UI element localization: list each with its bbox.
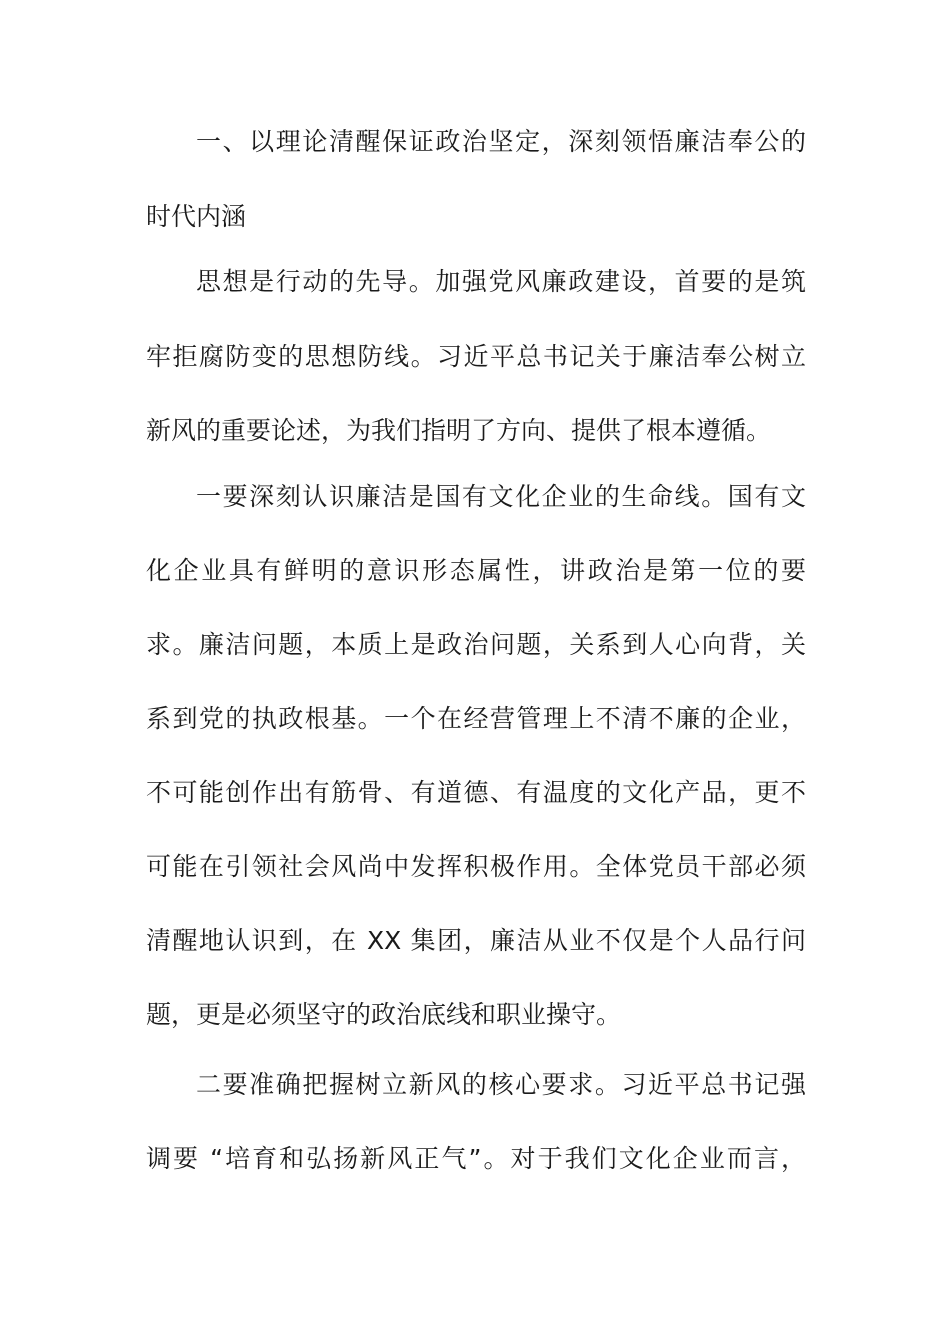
paragraph-2-line-5: 不可能创作出有筋骨、有道德、有温度的文化产品，更不 [146, 778, 806, 807]
paragraph-1-line-3: 新风的重要论述，为我们指明了方向、提供了根本遵循。 [146, 416, 772, 445]
paragraph-2-line-7: 清醒地认识到，在 XX 集团，廉洁从业不仅是个人品行问 [146, 926, 806, 955]
paragraph-2-line-3: 求。廉洁问题，本质上是政治问题，关系到人心向背，关 [146, 630, 806, 659]
paragraph-3-line-1: 二要准确把握树立新风的核心要求。习近平总书记强 [196, 1070, 806, 1099]
paragraph-2-line-1: 一要深刻认识廉洁是国有文化企业的生命线。国有文 [196, 482, 806, 511]
paragraph-2-line-6: 可能在引领社会风尚中发挥积极作用。全体党员干部必须 [146, 852, 806, 881]
paragraph-1-line-1: 思想是行动的先导。加强党风廉政建设，首要的是筑 [196, 267, 806, 296]
paragraph-3-line-2: 调要 “培育和弘扬新风正气”。对于我们文化企业而言， [146, 1144, 806, 1173]
paragraph-2-line-4: 系到党的执政根基。一个在经营管理上不清不廉的企业， [146, 704, 806, 733]
section-heading-line-2: 时代内涵 [146, 202, 247, 231]
paragraph-2-line-2: 化企业具有鲜明的意识形态属性，讲政治是第一位的要 [146, 556, 806, 585]
section-heading-line-1: 一、以理论清醒保证政治坚定，深刻领悟廉洁奉公的 [196, 127, 806, 156]
paragraph-1-line-2: 牢拒腐防变的思想防线。习近平总书记关于廉洁奉公树立 [146, 342, 806, 371]
paragraph-2-line-8: 题，更是必须坚守的政治底线和职业操守。 [146, 1000, 622, 1029]
